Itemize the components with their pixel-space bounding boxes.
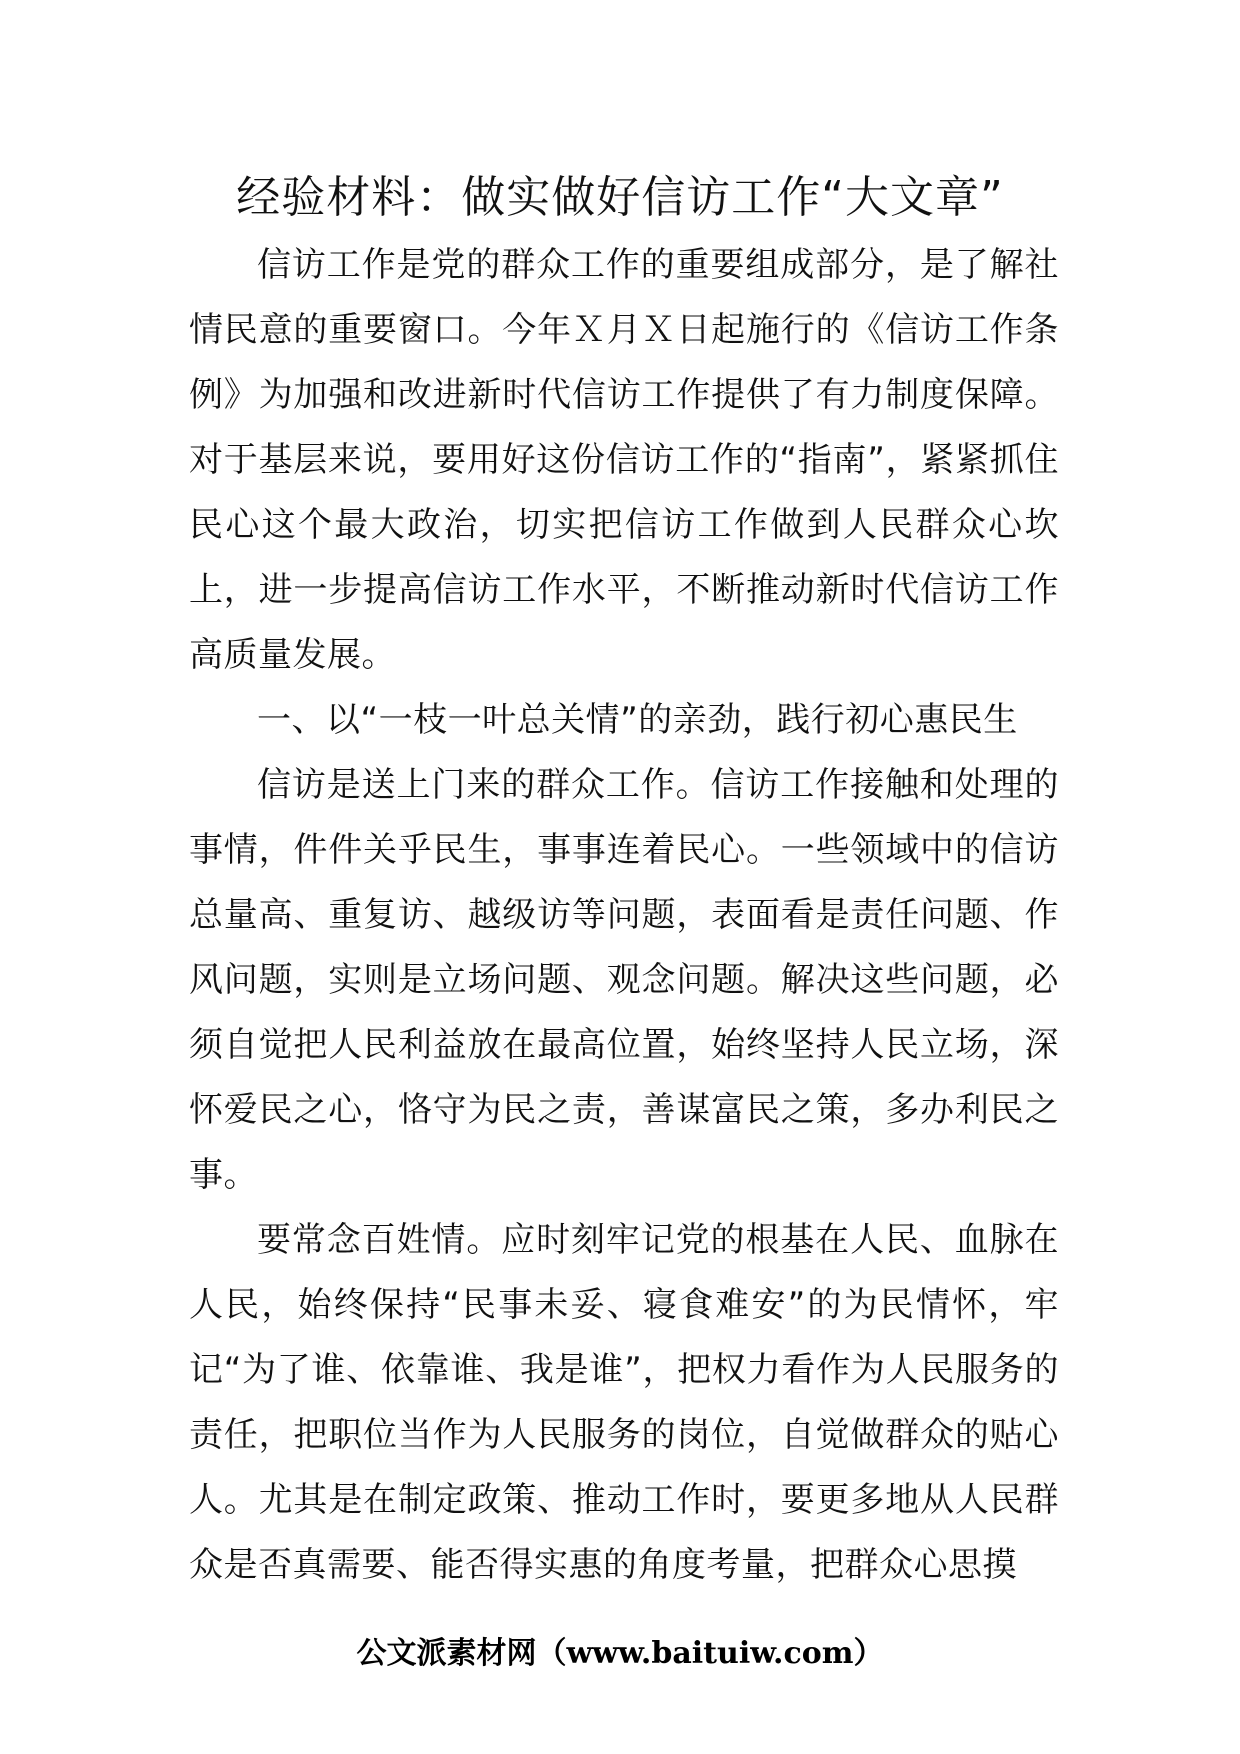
document-title: 经验材料：做实做好信访工作“大文章” bbox=[236, 172, 1004, 223]
paragraph-section-1: 信访是送上门来的群众工作。信访工作接触和处理的事情，件件关乎民生，事事连着民心。一些领域中的信访总量高、重复访、越级访等问题，表面看是责任问题、作风问题，实则是立场问题、观念问题。解决这些问题，必须自觉把人民利益放在最高位置，始终坚持人民立场，深怀爱民之心，恪守为民之责，善谋富民之策，多办利民之事。 bbox=[189, 765, 1059, 1195]
document-body bbox=[189, 233, 1059, 1598]
section-heading-1: 一、以“一枝一叶总关情”的亲劲，践行初心惠民生 bbox=[257, 700, 1018, 740]
paragraph-intro: 信访工作是党的群众工作的重要组成部分，是了解社情民意的重要窗口。今年Ｘ月Ｘ日起施行的《信访工作条例》为加强和改进新时代信访工作提供了有力制度保障。对于基层来说，要用好这份信访工作的“指南”，紧紧抓住民心这个最大政治，切实把信访工作做到人民群众心坎上，进一步提高信访工作水平，不断推动新时代信访工作高质量发展。 bbox=[189, 245, 1059, 675]
footer-watermark: 公文派素材网（www.baituiw.com） bbox=[356, 1636, 884, 1671]
paragraph-section-1-point-1: 要常念百姓情。应时刻牢记党的根基在人民、血脉在人民，始终保持“民事未妥、寝食难安”的为民情怀，牢记“为了谁、依靠谁、我是谁”，把权力看作为人民服务的责任，把职位当作为人民服务的岗位，自觉做群众的贴心人。尤其是在制定政策、推动工作时，要更多地从人民群众是否真需要、能否得实惠的角度考量，把群众心思摸 bbox=[189, 1220, 1059, 1585]
